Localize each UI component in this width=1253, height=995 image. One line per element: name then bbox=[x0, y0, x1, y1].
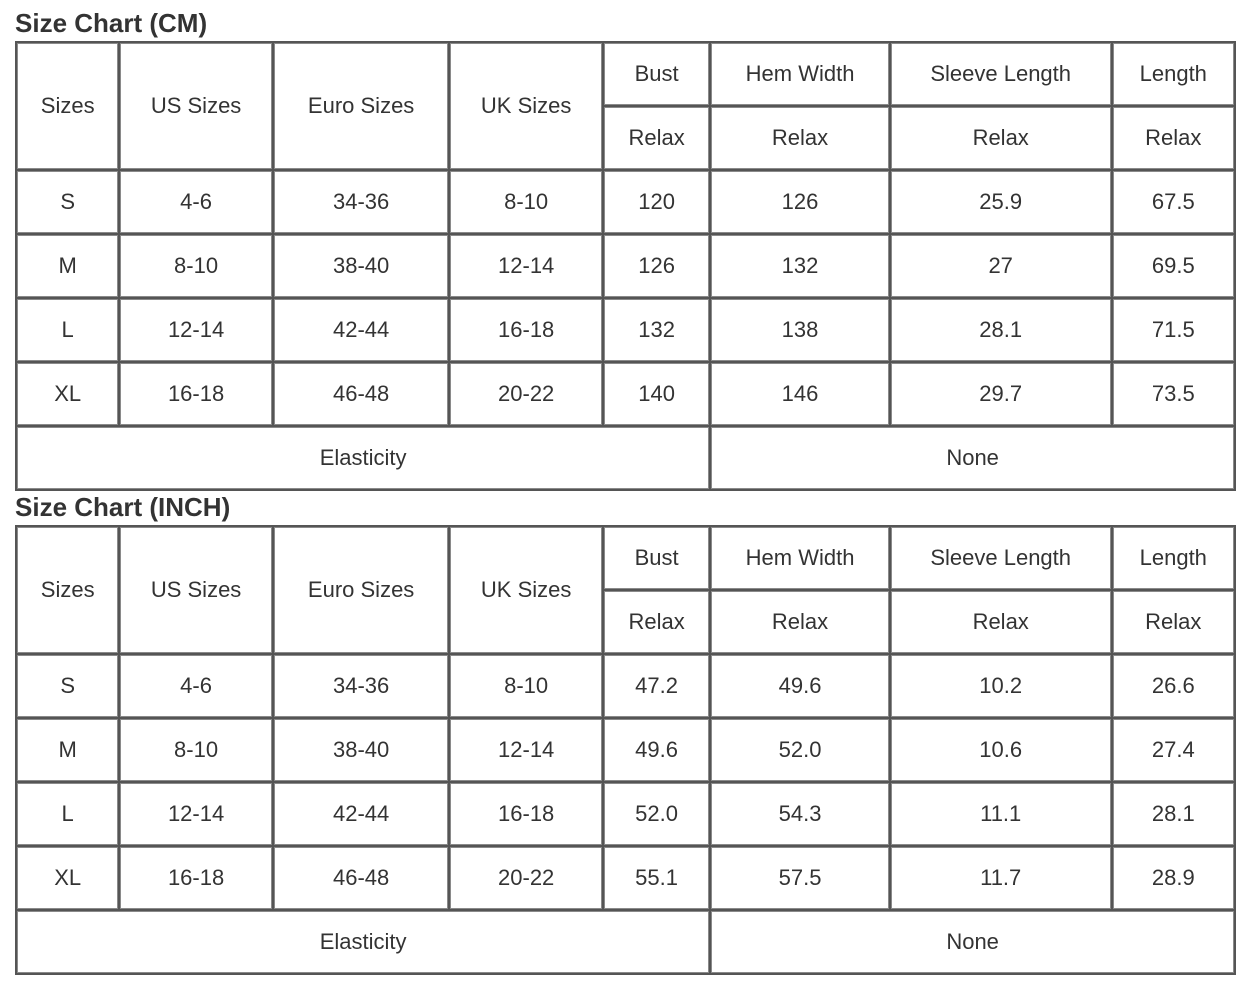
cell-us-size: 16-18 bbox=[120, 847, 272, 909]
elasticity-value: None bbox=[711, 427, 1234, 489]
cell-euro-size: 34-36 bbox=[274, 655, 449, 717]
cell-sleeve-length: 28.1 bbox=[891, 299, 1111, 361]
cell-sleeve-length: 29.7 bbox=[891, 363, 1111, 425]
cell-us-size: 12-14 bbox=[120, 299, 272, 361]
cell-bust: 120 bbox=[604, 171, 709, 233]
cell-us-size: 4-6 bbox=[120, 655, 272, 717]
fit-bust: Relax bbox=[604, 591, 709, 653]
cell-sleeve-length: 11.7 bbox=[891, 847, 1111, 909]
header-sleeve-length: Sleeve Length bbox=[891, 527, 1111, 589]
cell-uk-size: 12-14 bbox=[450, 235, 602, 297]
cell-bust: 132 bbox=[604, 299, 709, 361]
cell-uk-size: 16-18 bbox=[450, 299, 602, 361]
cell-hem-width: 57.5 bbox=[711, 847, 889, 909]
size-chart-inch-title: Size Chart (INCH) bbox=[15, 492, 231, 522]
table-row bbox=[17, 235, 1234, 297]
cell-bust: 126 bbox=[604, 235, 709, 297]
size-chart-inch-table bbox=[15, 525, 1236, 975]
cell-sleeve-length: 11.1 bbox=[891, 783, 1111, 845]
header-row bbox=[17, 43, 1234, 105]
cell-hem-width: 52.0 bbox=[711, 719, 889, 781]
fit-length: Relax bbox=[1113, 107, 1234, 169]
cell-size: L bbox=[17, 299, 118, 361]
cell-size: XL bbox=[17, 363, 118, 425]
cell-hem-width: 138 bbox=[711, 299, 889, 361]
fit-hem-width: Relax bbox=[711, 107, 889, 169]
cell-size: M bbox=[17, 235, 118, 297]
header-sizes: Sizes bbox=[17, 527, 118, 653]
cell-bust: 49.6 bbox=[604, 719, 709, 781]
cell-size: M bbox=[17, 719, 118, 781]
fit-sleeve-length: Relax bbox=[891, 591, 1111, 653]
header-euro-sizes: Euro Sizes bbox=[274, 527, 449, 653]
elasticity-label: Elasticity bbox=[17, 427, 709, 489]
elasticity-value: None bbox=[711, 911, 1234, 973]
table-row bbox=[17, 719, 1234, 781]
fit-hem-width: Relax bbox=[711, 591, 889, 653]
cell-euro-size: 42-44 bbox=[274, 299, 449, 361]
cell-euro-size: 42-44 bbox=[274, 783, 449, 845]
header-euro-sizes: Euro Sizes bbox=[274, 43, 449, 169]
cell-bust: 52.0 bbox=[604, 783, 709, 845]
cell-length: 27.4 bbox=[1113, 719, 1234, 781]
cell-uk-size: 12-14 bbox=[450, 719, 602, 781]
cell-euro-size: 38-40 bbox=[274, 719, 449, 781]
cell-length: 71.5 bbox=[1113, 299, 1234, 361]
table-row bbox=[17, 655, 1234, 717]
cell-uk-size: 16-18 bbox=[450, 783, 602, 845]
header-sleeve-length: Sleeve Length bbox=[891, 43, 1111, 105]
cell-bust: 47.2 bbox=[604, 655, 709, 717]
cell-euro-size: 34-36 bbox=[274, 171, 449, 233]
cell-us-size: 8-10 bbox=[120, 235, 272, 297]
cell-length: 73.5 bbox=[1113, 363, 1234, 425]
header-us-sizes: US Sizes bbox=[120, 43, 272, 169]
cell-euro-size: 38-40 bbox=[274, 235, 449, 297]
cell-length: 26.6 bbox=[1113, 655, 1234, 717]
cell-us-size: 4-6 bbox=[120, 171, 272, 233]
cell-uk-size: 20-22 bbox=[450, 363, 602, 425]
table-row bbox=[17, 847, 1234, 909]
cell-euro-size: 46-48 bbox=[274, 363, 449, 425]
cell-us-size: 12-14 bbox=[120, 783, 272, 845]
header-hem-width: Hem Width bbox=[711, 43, 889, 105]
cell-us-size: 8-10 bbox=[120, 719, 272, 781]
size-chart-cm-table bbox=[15, 41, 1236, 491]
elasticity-row bbox=[17, 911, 1234, 973]
table-row bbox=[17, 783, 1234, 845]
cell-bust: 55.1 bbox=[604, 847, 709, 909]
header-sizes: Sizes bbox=[17, 43, 118, 169]
header-bust: Bust bbox=[604, 527, 709, 589]
cell-us-size: 16-18 bbox=[120, 363, 272, 425]
cell-euro-size: 46-48 bbox=[274, 847, 449, 909]
fit-sleeve-length: Relax bbox=[891, 107, 1111, 169]
cell-sleeve-length: 10.2 bbox=[891, 655, 1111, 717]
header-uk-sizes: UK Sizes bbox=[450, 43, 602, 169]
cell-size: XL bbox=[17, 847, 118, 909]
header-length: Length bbox=[1113, 43, 1234, 105]
cell-bust: 140 bbox=[604, 363, 709, 425]
cell-size: S bbox=[17, 655, 118, 717]
header-row bbox=[17, 527, 1234, 589]
elasticity-row bbox=[17, 427, 1234, 489]
cell-length: 28.1 bbox=[1113, 783, 1234, 845]
table-row bbox=[17, 171, 1234, 233]
fit-bust: Relax bbox=[604, 107, 709, 169]
cell-size: L bbox=[17, 783, 118, 845]
table-row bbox=[17, 299, 1234, 361]
cell-sleeve-length: 10.6 bbox=[891, 719, 1111, 781]
header-us-sizes: US Sizes bbox=[120, 527, 272, 653]
header-length: Length bbox=[1113, 527, 1234, 589]
cell-uk-size: 8-10 bbox=[450, 171, 602, 233]
cell-length: 28.9 bbox=[1113, 847, 1234, 909]
cell-size: S bbox=[17, 171, 118, 233]
size-chart-cm-title: Size Chart (CM) bbox=[15, 8, 208, 38]
cell-hem-width: 146 bbox=[711, 363, 889, 425]
cell-hem-width: 54.3 bbox=[711, 783, 889, 845]
cell-length: 69.5 bbox=[1113, 235, 1234, 297]
header-hem-width: Hem Width bbox=[711, 527, 889, 589]
header-uk-sizes: UK Sizes bbox=[450, 527, 602, 653]
cell-uk-size: 8-10 bbox=[450, 655, 602, 717]
elasticity-label: Elasticity bbox=[17, 911, 709, 973]
cell-hem-width: 126 bbox=[711, 171, 889, 233]
cell-length: 67.5 bbox=[1113, 171, 1234, 233]
fit-length: Relax bbox=[1113, 591, 1234, 653]
cell-hem-width: 49.6 bbox=[711, 655, 889, 717]
cell-sleeve-length: 27 bbox=[891, 235, 1111, 297]
cell-uk-size: 20-22 bbox=[450, 847, 602, 909]
table-row bbox=[17, 363, 1234, 425]
cell-sleeve-length: 25.9 bbox=[891, 171, 1111, 233]
header-bust: Bust bbox=[604, 43, 709, 105]
cell-hem-width: 132 bbox=[711, 235, 889, 297]
